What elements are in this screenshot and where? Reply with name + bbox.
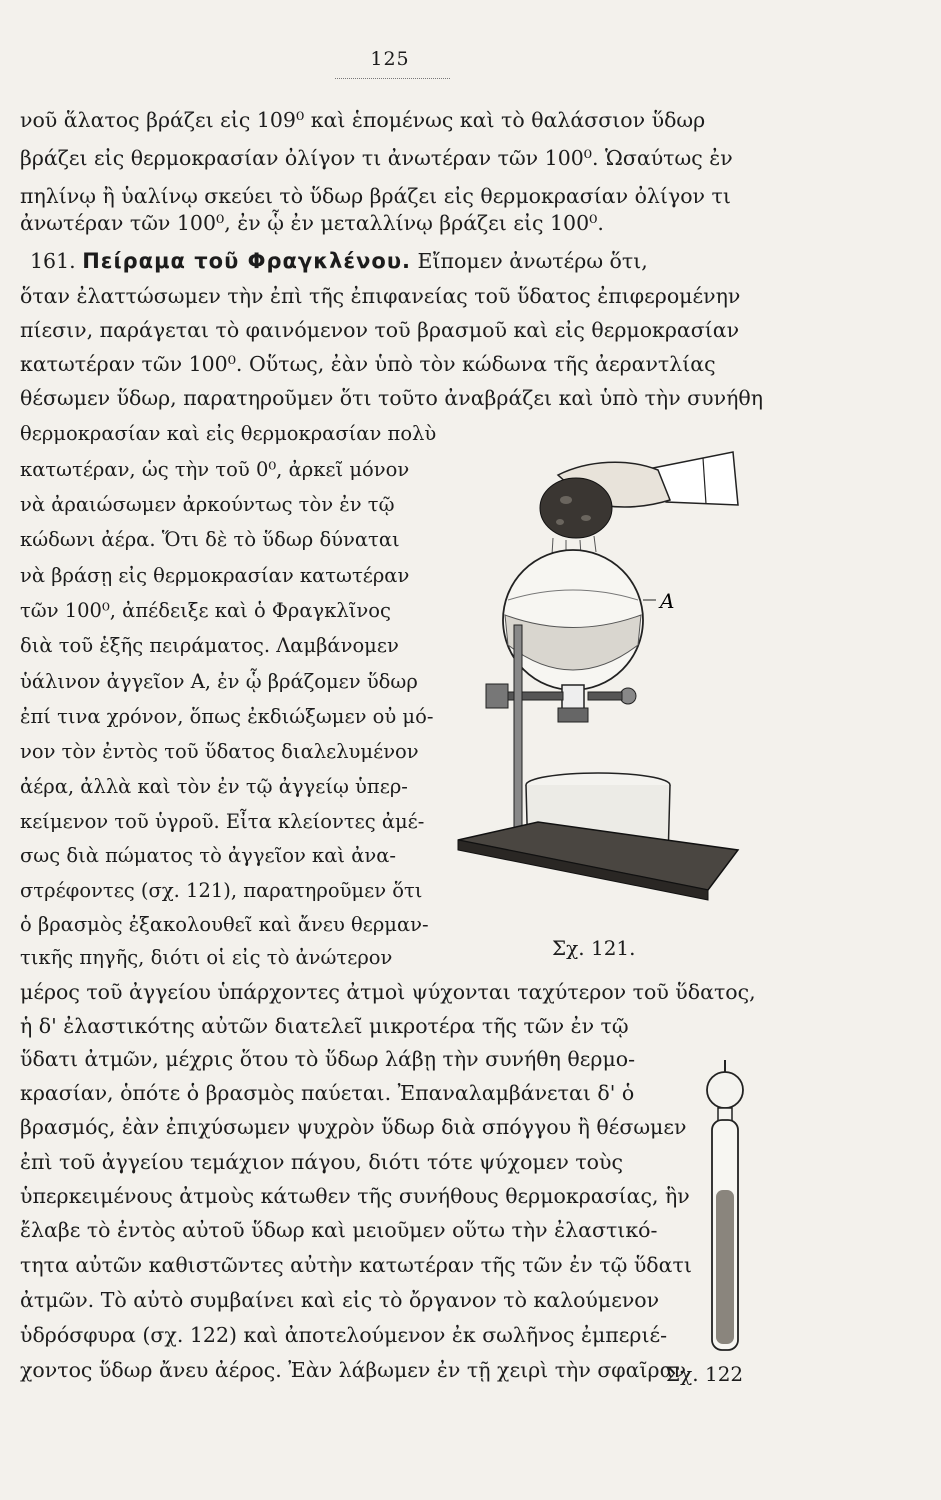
section-title: Πείραμα τοῦ Φραγκλένου. bbox=[82, 249, 412, 273]
section-number: 161. bbox=[30, 249, 76, 273]
text-line: κείμενον τοῦ ὑγροῦ. Εἶτα κλείοντες ἀμέ- bbox=[20, 810, 425, 833]
text-line: ἡ δ' ἐλαστικότης αὐτῶν διατελεῖ μικροτέρα τῆς τῶν ἐν τῷ bbox=[20, 1014, 629, 1038]
text-line: κρασίαν, ὁπότε ὁ βρασμὸς παύεται. Ἐπαναλαμβάνεται δ' ὁ bbox=[20, 1081, 635, 1105]
text-line: ἀέρα, ἀλλὰ καὶ τὸν ἐν τῷ ἀγγείῳ ὑπερ- bbox=[20, 775, 408, 798]
text-line: στρέφοντες (σχ. 121), παρατηροῦμεν ὅτι bbox=[20, 879, 423, 902]
franklin-experiment-illustration bbox=[448, 430, 748, 910]
text-line: τῶν 100⁰, ἀπέδειξε καὶ ὁ Φραγκλῖνος bbox=[20, 599, 391, 622]
flask-label: Α bbox=[660, 589, 675, 613]
water-hammer-illustration bbox=[690, 1060, 760, 1360]
text-line: ὑάλινον ἀγγεῖον Α, ἐν ᾧ βράζομεν ὕδωρ bbox=[20, 670, 418, 693]
text-line: κώδωνι ἀέρα. Ὅτι δὲ τὸ ὕδωρ δύναται bbox=[20, 528, 400, 551]
text-line: βρασμός, ἐὰν ἐπιχύσωμεν ψυχρὸν ὕδωρ διὰ σπόγγου ἢ θέσωμεν bbox=[20, 1115, 687, 1139]
text-line: πίεσιν, παράγεται τὸ φαινόμενον τοῦ βρασμοῦ καὶ εἰς θερμοκρασίαν bbox=[20, 318, 740, 342]
text-line: ὅταν ἐλαττώσωμεν τὴν ἐπὶ τῆς ἐπιφανείας τοῦ ὕδατος ἐπιφερομένην bbox=[20, 284, 741, 308]
page-number: 125 bbox=[370, 48, 410, 70]
text-line: βράζει εἰς θερμοκρασίαν ὀλίγον τι ἀνωτέραν τῶν 100⁰. Ὡσαύτως ἐν bbox=[20, 146, 733, 170]
text-line: ὑπερκειμένους ἀτμοὺς κάτωθεν τῆς συνήθους θερμοκρασίας, ἣν bbox=[20, 1184, 690, 1208]
text-line: πηλίνῳ ἢ ὑαλίνῳ σκεύει τὸ ὕδωρ βράζει εἰς θερμοκρασίαν ὀλίγον τι bbox=[20, 184, 731, 208]
text-line: νον τὸν ἐντὸς τοῦ ὕδατος διαλελυμένον bbox=[20, 740, 419, 763]
text-line: ἀτμῶν. Τὸ αὐτὸ συμβαίνει καὶ εἰς τὸ ὄργανον τὸ καλούμενον bbox=[20, 1288, 660, 1312]
text-line: ὑδρόσφυρα (σχ. 122) καὶ ἀποτελούμενον ἐκ σωλῆνος ἐμπεριέ- bbox=[20, 1323, 668, 1347]
text-line: θέσωμεν ὕδωρ, παρατηροῦμεν ὅτι τοῦτο ἀναβράζει καὶ ὑπὸ τὴν συνήθη bbox=[20, 386, 764, 410]
text-line: τητα αὐτῶν καθιστῶντες αὐτὴν κατωτέραν τῆς τῶν ἐν τῷ ὕδατι bbox=[20, 1253, 692, 1277]
text-line: κατωτέραν τῶν 100⁰. Οὕτως, ἐὰν ὑπὸ τὸν κώδωνα τῆς ἀεραντλίας bbox=[20, 352, 716, 376]
text-line: ἐπὶ τοῦ ἀγγείου τεμάχιον πάγου, διότι τότε ψύχομεν τοὺς bbox=[20, 1150, 623, 1174]
text-line: ἐπί τινα χρόνον, ὅπως ἐκδιώξωμεν οὐ μό- bbox=[20, 705, 434, 728]
text-line: χοντος ὕδωρ ἄνευ ἀέρος. Ἐὰν λάβωμεν ἐν τῇ χειρὶ τὴν σφαῖραν bbox=[20, 1358, 686, 1382]
text-line: ὁ βρασμὸς ἐξακολουθεῖ καὶ ἄνευ θερμαν- bbox=[20, 913, 429, 936]
text-line: νὰ βράσῃ εἰς θερμοκρασίαν κατωτέραν bbox=[20, 564, 410, 587]
text-line: σως διὰ πώματος τὸ ἀγγεῖον καὶ ἀνα- bbox=[20, 844, 397, 867]
text-line: ἀνωτέραν τῶν 100⁰, ἐν ᾧ ἐν μεταλλίνῳ βράζει εἰς 100⁰. bbox=[20, 211, 604, 235]
text-line: κατωτέραν, ὡς τὴν τοῦ 0⁰, ἀρκεῖ μόνον bbox=[20, 458, 410, 481]
section-heading-line bbox=[30, 251, 648, 272]
text-line: ὕδατι ἀτμῶν, μέχρις ὅτου τὸ ὕδωρ λάβῃ τὴν συνήθη θερμο- bbox=[20, 1047, 636, 1071]
figure-122-caption: Σχ. 122 bbox=[666, 1362, 744, 1386]
section-intro-text: Εἴπομεν ἀνωτέρω ὅτι, bbox=[417, 249, 648, 273]
text-line: τικῆς πηγῆς, διότι οἱ εἰς τὸ ἀνώτερον bbox=[20, 946, 393, 969]
text-line: μέρος τοῦ ἀγγείου ὑπάρχοντες ἀτμοὶ ψύχονται ταχύτερον τοῦ ὕδατος, bbox=[20, 980, 756, 1004]
text-line: νοῦ ἅλατος βράζει εἰς 109⁰ καὶ ἑπομένως καὶ τὸ θαλάσσιον ὕδωρ bbox=[20, 108, 706, 132]
header-rule bbox=[335, 78, 450, 79]
text-line: διὰ τοῦ ἑξῆς πειράματος. Λαμβάνομεν bbox=[20, 634, 399, 657]
text-line: νὰ ἀραιώσωμεν ἀρκούντως τὸν ἐν τῷ bbox=[20, 493, 395, 516]
text-line: ἔλαβε τὸ ἐντὸς αὐτοῦ ὕδωρ καὶ μειοῦμεν οὕτω τὴν ἐλαστικό- bbox=[20, 1218, 658, 1242]
text-line: θερμοκρασίαν καὶ εἰς θερμοκρασίαν πολὺ bbox=[20, 422, 437, 445]
figure-121-caption: Σχ. 121. bbox=[552, 936, 636, 960]
